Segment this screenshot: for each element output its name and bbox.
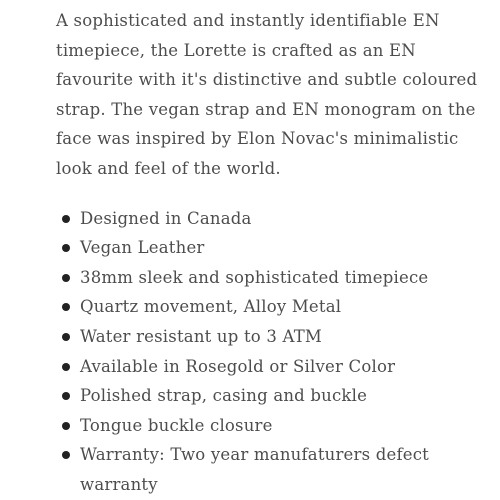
list-item (56, 440, 486, 499)
bullet-icon (62, 215, 70, 223)
list-item (56, 352, 486, 382)
list-item (56, 204, 486, 234)
feature-list (56, 204, 486, 500)
bullet-icon (62, 274, 70, 282)
list-item (56, 411, 486, 441)
bullet-icon (62, 422, 70, 430)
bullet-icon (62, 363, 70, 371)
list-item (56, 263, 486, 293)
list-item (56, 381, 486, 411)
feature-text: Available in Rosegold or Silver Color (80, 356, 396, 376)
product-description: A sophisticated and instantly identifiable EN timepiece, the Lorette is crafted as an EN favourite with it's distinctive and subtle coloured strap. The vegan strap and EN monogram on the face was inspired by Elon Novac's minimalistic look and feel of the world. (56, 11, 478, 178)
feature-text: 38mm sleek and sophisticated timepiece (80, 267, 429, 287)
feature-text: Quartz movement, Alloy Metal (80, 297, 342, 317)
bullet-icon (62, 333, 70, 341)
list-item (56, 233, 486, 263)
product-description-section (56, 6, 486, 500)
feature-text: Vegan Leather (80, 238, 205, 258)
bullet-icon (62, 244, 70, 252)
bullet-icon (62, 392, 70, 400)
feature-text: Warranty: Two year manufaturers defect warranty (80, 445, 429, 494)
bullet-icon (62, 451, 70, 459)
list-item (56, 292, 486, 322)
bullet-icon (62, 303, 70, 311)
list-item (56, 322, 486, 352)
feature-text: Designed in Canada (80, 208, 252, 228)
feature-text: Polished strap, casing and buckle (80, 386, 368, 406)
feature-text: Tongue buckle closure (80, 415, 273, 435)
feature-text: Water resistant up to 3 ATM (80, 326, 323, 346)
